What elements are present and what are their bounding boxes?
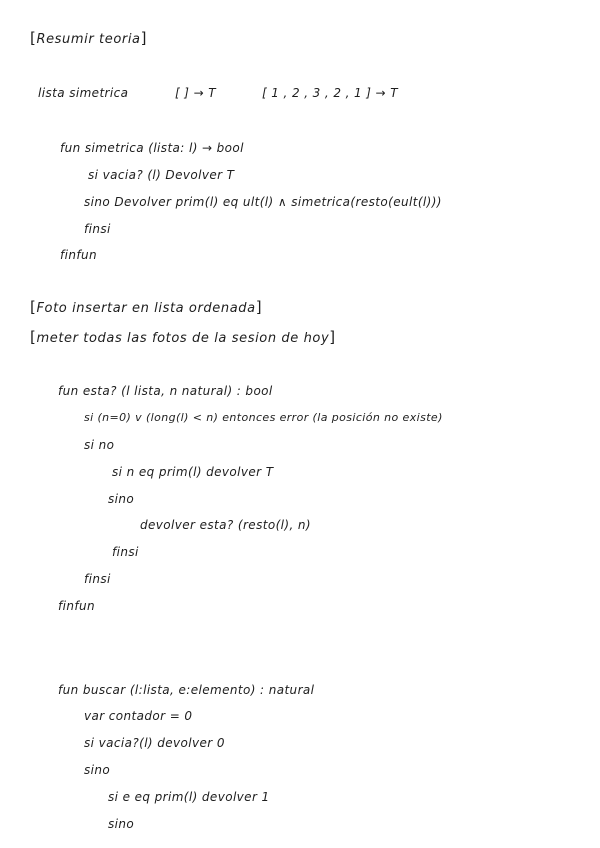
todo-text: Foto insertar en lista ordenada (36, 301, 256, 316)
buscar-code-line: var contador = 0 (84, 709, 193, 723)
sym-code-line: finsi (84, 222, 111, 236)
sym-example-empty: [ ] → T (175, 86, 216, 100)
buscar-code-line: si e eq prim(l) devolver 1 (108, 790, 270, 804)
buscar-code-line: si vacia?(l) devolver 0 (84, 736, 225, 750)
buscar-code-line: fun buscar (l:lista, e:elemento) : natural (58, 683, 315, 697)
todo-text: meter todas las fotos de la sesion de hoy (36, 331, 330, 346)
esta-code-line: finfun (58, 599, 95, 613)
esta-code-line: fun esta? (l lista, n natural) : bool (58, 384, 273, 398)
esta-code-line: devolver esta? (resto(l), n) (140, 518, 311, 532)
buscar-code-line: sino (108, 817, 135, 831)
sym-code-line: fun simetrica (lista: l) → bool (60, 141, 244, 155)
sym-example-list: [ 1 , 2 , 3 , 2 , 1 ] → T (262, 86, 398, 100)
esta-code-line: si (n=0) v (long(l) < n) entonces error (la posición no existe) (84, 411, 443, 424)
title-note: [Resumir teoria] (30, 29, 148, 47)
todo-note: [meter todas las fotos de la sesion de hoy] (30, 328, 336, 346)
buscar-code-line: sino (84, 763, 111, 777)
sym-code-line: finfun (60, 248, 97, 262)
esta-code-line: sino (108, 492, 135, 506)
sym-code-line: sino Devolver prim(l) eq ult(l) ∧ simetrica(resto(eult(l))) (84, 195, 442, 209)
esta-code-line: finsi (112, 545, 139, 559)
esta-code-line: finsi (84, 572, 111, 586)
esta-code-line: si no (84, 438, 115, 452)
esta-code-line: si n eq prim(l) devolver T (112, 465, 274, 479)
todo-note: [Foto insertar en lista ordenada] (30, 298, 263, 316)
title-text: Resumir teoria (36, 32, 141, 47)
sym-label: lista simetrica (38, 86, 129, 100)
sym-code-line: si vacia? (l) Devolver T (88, 168, 235, 182)
